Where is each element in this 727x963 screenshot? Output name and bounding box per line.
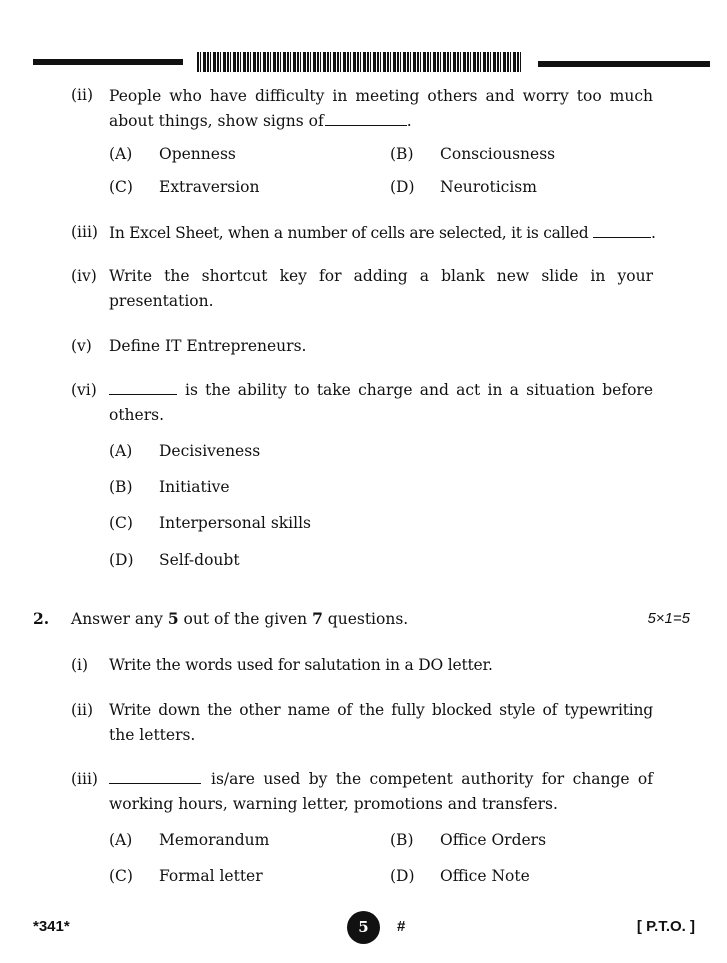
option-label: (A) (109, 831, 133, 849)
option-text: Extraversion (159, 178, 260, 196)
question-number: (v) (71, 337, 92, 355)
option-label: (B) (109, 478, 133, 496)
question-line: People who have difficulty in meeting others and worry too much (109, 87, 653, 105)
question-line: presentation. (109, 292, 214, 310)
instruction-count: 5 (167, 609, 179, 628)
question-text (109, 223, 656, 242)
pto-label: [ P.T.O. ] (636, 918, 695, 935)
option-text: Formal letter (159, 867, 263, 885)
question-text (109, 264, 653, 314)
question-line-text: is the ability to take charge and act in a situation before (185, 381, 653, 399)
answer-blank (593, 223, 651, 238)
option-label: (C) (109, 178, 133, 196)
option-text: Office Orders (440, 831, 547, 849)
option-text: Self-doubt (159, 551, 240, 569)
option-label: (B) (390, 145, 414, 163)
header-rule-right (538, 61, 710, 67)
option-text: Openness (159, 145, 236, 163)
question-line: Write down the other name of the fully blocked style of typewriting (109, 701, 653, 719)
option-text: Memorandum (159, 831, 270, 849)
instruction-text: Answer any (71, 610, 168, 628)
question-text (109, 84, 653, 134)
option-label: (C) (109, 514, 133, 532)
question-text: Write the words used for salutation in a DO letter. (109, 656, 493, 674)
option-label: (A) (109, 442, 133, 460)
period: . (406, 112, 412, 130)
question-number: (ii) (71, 701, 94, 719)
option-text: Initiative (159, 478, 230, 496)
question-line-text: is/are used by the competent authority for change of (211, 770, 653, 788)
question-line (109, 109, 653, 134)
paper-code: *341* (33, 918, 70, 935)
option-label: (B) (390, 831, 414, 849)
hash-mark: # (397, 918, 406, 935)
option-label: (D) (390, 867, 415, 885)
answer-blank (325, 111, 407, 126)
instruction-text: questions. (322, 610, 409, 628)
question-line: others. (109, 406, 165, 424)
section-instruction (71, 609, 408, 628)
question-line-text: In Excel Sheet, when a number of cells are selected, it is called (109, 224, 589, 242)
option-text: Neuroticism (440, 178, 537, 196)
question-text (109, 698, 653, 748)
question-text: Define IT Entrepreneurs. (109, 337, 307, 355)
header-rule-left (33, 59, 183, 65)
answer-blank (109, 769, 201, 784)
option-text: Decisiveness (159, 442, 261, 460)
question-number: (iii) (71, 770, 98, 788)
instruction-total: 7 (312, 609, 323, 628)
question-line: Write the shortcut key for adding a blank new slide in your (109, 267, 653, 285)
question-text (109, 378, 653, 428)
question-line: the letters. (109, 726, 196, 744)
option-text: Consciousness (440, 145, 556, 163)
instruction-text: out of the given (178, 610, 313, 628)
question-line (109, 767, 653, 792)
option-label: (D) (109, 551, 134, 569)
question-text (109, 767, 653, 817)
page-number: 5 (347, 911, 380, 944)
question-line-text: about things, show signs of (109, 112, 324, 130)
section-number: 2. (33, 609, 50, 628)
question-line: working hours, warning letter, promotions and transfers. (109, 795, 558, 813)
question-number: (iv) (71, 267, 97, 285)
option-label: (C) (109, 867, 133, 885)
option-text: Office Note (440, 867, 530, 885)
question-number: (i) (71, 656, 89, 674)
barcode-image (197, 52, 523, 72)
answer-blank (109, 380, 177, 395)
option-label: (D) (390, 178, 415, 196)
period: . (651, 224, 656, 242)
option-text: Interpersonal skills (159, 514, 311, 532)
question-number: (iii) (71, 223, 98, 241)
question-number: (vi) (71, 381, 97, 399)
option-label: (A) (109, 145, 133, 163)
question-number: (ii) (71, 86, 94, 104)
marks-allocation: 5×1=5 (647, 610, 690, 627)
question-line (109, 378, 653, 403)
